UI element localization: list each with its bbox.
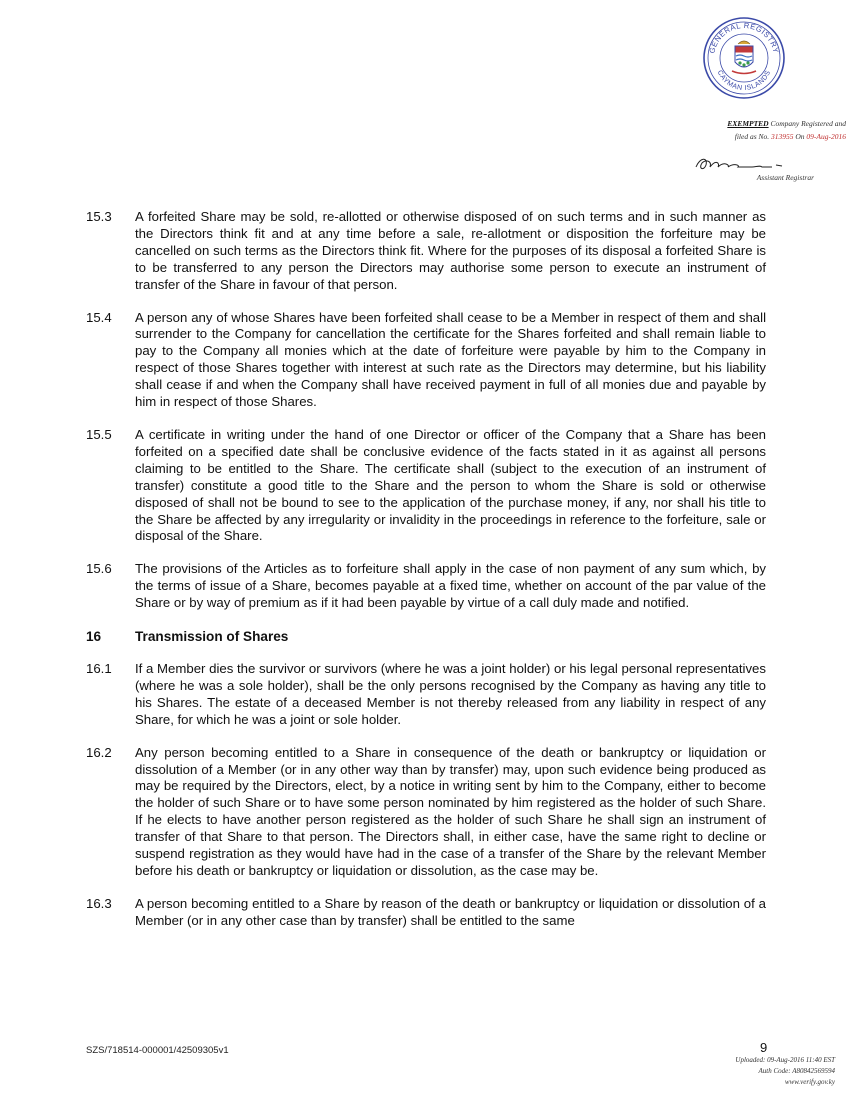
clause-number: 15.4 [86, 309, 112, 325]
general-registry-seal [702, 16, 786, 100]
clause-number: 15.6 [86, 561, 112, 577]
auth-code: Auth Code: A80842569594 [758, 1067, 835, 1075]
svg-text:GENERAL REGISTRY: GENERAL REGISTRY [707, 20, 781, 55]
filed-date: 09-Aug-2016 [806, 132, 846, 141]
clause-text: A person any of whose Shares have been forfeited shall cease to be a Member in respect of them and shall surrender to the Company for cancellation the certificate for the Shares forfeited and shall remain liable to pay to the Company all monies which at the date of forfeiture were payable by him to the Company in respect of those Shares together with interest at such rate as the Directors may determine, but his liability shall cease if and when the Company shall have received payment in full of all monies due and payable by him in respect of those Shares. [135, 309, 766, 410]
clause-16-1 [86, 661, 766, 729]
svg-text:CAYMAN ISLANDS: CAYMAN ISLANDS [715, 69, 773, 93]
page-number: 9 [760, 1040, 768, 1055]
upload-timestamp: Uploaded: 09-Aug-2016 11:40 EST [735, 1056, 835, 1064]
section-heading [86, 628, 766, 645]
filed-prefix: filed as No. [734, 132, 771, 141]
filed-number: 313955 [771, 132, 794, 141]
signatory-title: Assistant Registrar [756, 173, 814, 182]
clause-15-3 [86, 209, 766, 294]
clause-number: 16.3 [86, 895, 112, 911]
clause-text: A forfeited Share may be sold, re-allotted or otherwise disposed of on such terms and in such manner as the Directors think fit and at any time before a sale, re-allotment or disposition the forfeiture may be cancelled on such terms as the Directors think fit. Where for the purposes of its disposal a forfeited Share is to be transferred to any person the Directors may authorise some person to execute an instrument of transfer of the Share in favour of that person. [135, 209, 766, 292]
clause-text: If a Member dies the survivor or survivors (where he was a joint holder) or his legal personal representatives (where he was a sole holder), shall be the only persons recognised by the Company as having any title to his Shares. The estate of a deceased Member is not thereby released from any liability in respect of any Share, for which he was a joint or sole holder. [135, 661, 766, 727]
registration-status-line [640, 118, 846, 130]
clause-number: 15.5 [86, 426, 112, 442]
section-title: Transmission of Shares [135, 629, 289, 645]
registrar-signature [690, 153, 786, 175]
document-reference: SZS/718514-000001/42509305v1 [86, 1045, 229, 1056]
clause-15-5 [86, 427, 766, 545]
clause-number: 16.2 [86, 744, 112, 760]
clause-16-3 [86, 896, 766, 930]
clause-text: The provisions of the Articles as to forfeiture shall apply in the case of non payment of any sum which, by the terms of issue of a Share, becomes payable at a fixed time, whether on account of the par value of the Share or by way of premium as if it had been payable by virtue of a call duly made and notified. [135, 561, 766, 611]
clause-text: Any person becoming entitled to a Share in consequence of the death or bankruptcy or liquidation or dissolution of a Member (or in any other way than by transfer) may, upon such evidence being produced as may be required by the Directors, elect, by a notice in writing sent by him to the Company, either to become the holder of such Share or to have some person nominated by him registered as the holder of such Share. If he elects to have another person registered as the holder of such Share he shall sign an instrument of transfer of that Share to that person. The Directors shall, in either case, have the same right to decline or suspend registration as they would have had in the case of a transfer of the Share by the relevant Member before his death or bankruptcy or liquidation or dissolution, as the case may be. [135, 744, 766, 878]
clause-number: 15.3 [86, 209, 112, 224]
clause-text: A person becoming entitled to a Share by reason of the death or bankruptcy or liquidation or dissolution of a Member (or in any other case than by transfer) shall be entitled to the same [135, 895, 766, 928]
company-type: EXEMPTED [727, 119, 769, 128]
clause-number: 16.1 [86, 661, 112, 677]
registration-filing-line [640, 131, 846, 143]
filed-on: On [793, 132, 807, 141]
clause-15-6 [86, 561, 766, 612]
clause-16-2 [86, 745, 766, 880]
section-number: 16 [86, 629, 102, 645]
clause-text: A certificate in writing under the hand of one Director or officer of the Company that a Share has been forfeited on a specified date shall be conclusive evidence of the facts stated in it as against all persons claiming to be entitled to the Share. The certificate shall (subject to the execution of an instrument of transfer) constitute a good title to the Share and the person to whom the Share is sold or otherwise disposed of shall not be bound to see to the application of the purchase money, if any, nor shall his title to the Share be affected by any irregularity or invalidity in the proceedings in reference to the forfeiture, sale or disposal of the Share. [135, 426, 766, 544]
registered-text: Company Registered and [768, 119, 846, 128]
document-body [86, 209, 766, 946]
clause-15-4 [86, 310, 766, 411]
verify-website: www.verify.gov.ky [784, 1078, 835, 1086]
